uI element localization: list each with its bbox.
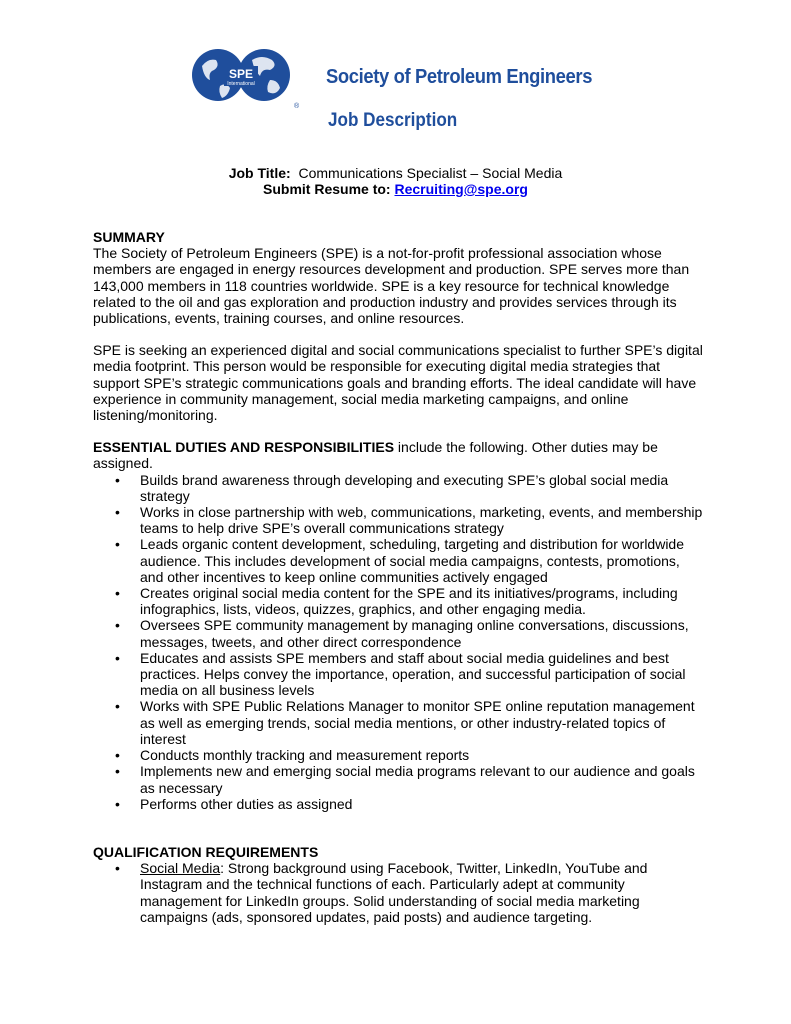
qualifications-heading: QUALIFICATION REQUIREMENTS	[93, 843, 319, 860]
duties-list	[93, 472, 705, 812]
list-item: • Works with SPE Public Relations Manager to monitor SPE online reputation management as well as emerging trends, social media mentions, or other industry-related topics of interest	[115, 698, 695, 747]
duties-heading: ESSENTIAL DUTIES AND RESPONSIBILITIES	[93, 439, 395, 456]
duties-intro-text: include the following. Other duties may be assigned.	[93, 439, 658, 472]
summary-paragraph-2: SPE is seeking an experienced digital and social communications specialist to further SPE’s digital media footprint. This person would be responsible for executing digital media strategies that support SPE’s strategic communications goals and branding efforts. The ideal candidate will have experience in community management, social media marketing campaigns, and online listening/monitoring.	[93, 342, 703, 424]
qualifications-list	[93, 860, 705, 925]
submit-label: Submit Resume to:	[263, 181, 391, 197]
svg-text:®: ®	[294, 103, 300, 110]
doc-title: Job Description	[328, 110, 458, 131]
list-item: • Implements new and emerging social media programs relevant to our audience and goals as necessary	[115, 763, 695, 796]
summary-heading: SUMMARY	[93, 229, 165, 245]
job-title-value: Communications Specialist – Social Media	[298, 165, 563, 181]
list-item: • Educates and assists SPE members and staff about social media guidelines and best practices. Helps convey the importance, operation, and successful participation of social media on all business levels	[115, 649, 686, 699]
recruiting-email-link[interactable]: Recruiting@spe.org	[394, 181, 528, 197]
spe-globe-logo	[190, 40, 320, 112]
logo-subtext: International	[227, 81, 255, 87]
list-item: • Works in close partnership with web, communications, marketing, events, and membership teams to help drive SPE’s overall communications strategy	[115, 504, 703, 537]
duties-intro	[93, 439, 705, 471]
list-item: • Creates original social media content for the SPE and its initiatives/programs, including infographics, lists, videos, quizzes, graphics, and other engaging media.	[115, 585, 678, 618]
org-name: Society of Petroleum Engineers	[326, 66, 593, 88]
logo-text: SPE	[228, 67, 254, 81]
list-item: • Social Media: Strong background using Facebook, Twitter, LinkedIn, YouTube and Instagram and the technical functions of each. Particularly adept at community management for LinkedIn groups. Solid understanding of social media marketing campaigns (ads, sponsored updates, paid posts) and audience targeting.	[115, 860, 648, 925]
qualification-label: Social Media	[140, 860, 221, 877]
job-title-label: Job Title:	[228, 165, 291, 181]
list-item: • Builds brand awareness through developing and executing SPE’s global social media strategy	[115, 471, 669, 504]
list-item: • Performs other duties as assigned	[115, 795, 353, 812]
list-item: • Leads organic content development, scheduling, targeting and distribution for worldwide audience. This includes development of social media campaigns, contests, promotions, and other incentives to keep online communities actively engaged	[115, 536, 685, 585]
document-body	[93, 229, 705, 925]
list-item: • Conducts monthly tracking and measurement reports	[115, 747, 470, 764]
job-title-line	[0, 165, 791, 181]
qualification-text: : Strong background using Facebook, Twitter, LinkedIn, YouTube and Instagram and the technical functions of each. Particularly adept at community management for LinkedIn groups. Solid understanding of social media marketing campaigns (ads, sponsored updates, paid posts) and audience targeting.	[140, 860, 648, 925]
summary-paragraph-1: The Society of Petroleum Engineers (SPE) is a not-for-profit professional association whose members are engaged in energy resources development and production. SPE serves more than 143,000 members in 118 countries worldwide. SPE is a key resource for technical knowledge related to the oil and gas exploration and production industry and provides services through its publications, events, training courses, and online resources.	[93, 245, 690, 327]
list-item: • Oversees SPE community management by managing online conversations, discussions, messages, tweets, and other direct correspondence	[115, 617, 689, 650]
submit-line	[0, 181, 791, 197]
